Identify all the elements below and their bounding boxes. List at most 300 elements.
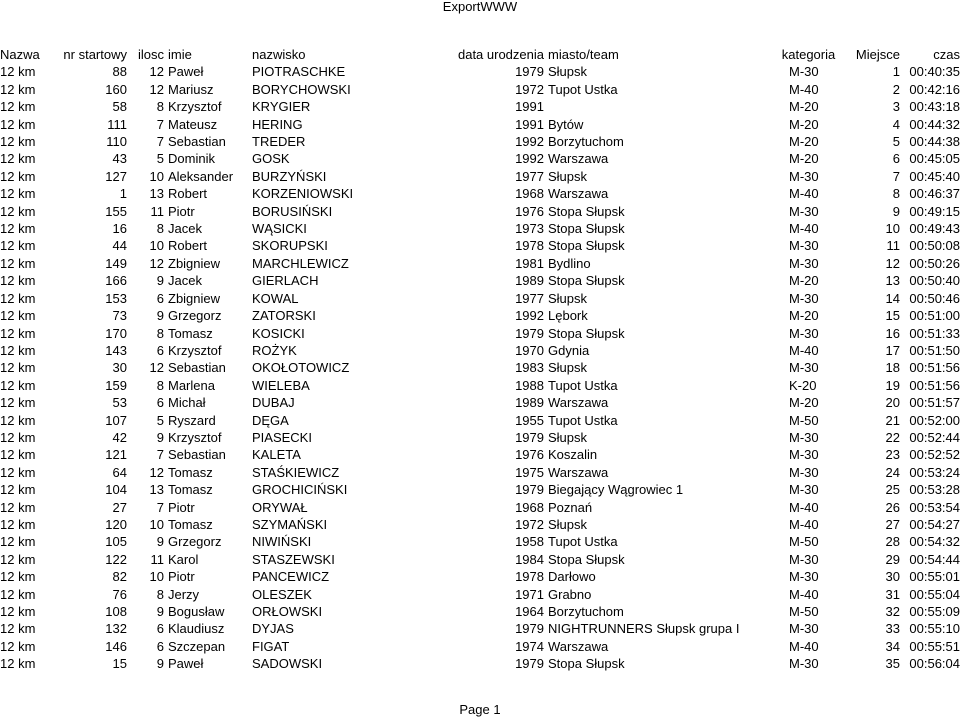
cell-laps: 8 bbox=[156, 221, 164, 237]
cell-first-name: Krzysztof bbox=[168, 429, 222, 445]
cell-city-team: Warszawa bbox=[548, 186, 609, 202]
cell-distance: 12 km bbox=[0, 569, 36, 585]
cell-last-name: PIASECKI bbox=[252, 429, 312, 445]
cell-distance: 12 km bbox=[0, 464, 36, 480]
cell-distance: 12 km bbox=[0, 586, 36, 602]
cell-city-team: Biegający Wągrowiec 1 bbox=[548, 482, 684, 498]
cell-bib: 166 bbox=[105, 273, 127, 289]
cell-last-name: GOSK bbox=[252, 151, 290, 167]
cell-bib: 121 bbox=[105, 447, 127, 463]
cell-laps: 10 bbox=[149, 168, 164, 184]
cell-laps: 9 bbox=[156, 273, 164, 289]
cell-first-name: Grzegorz bbox=[168, 534, 222, 550]
table-row bbox=[0, 133, 960, 150]
cell-birth-date: 1988 bbox=[515, 377, 544, 393]
cell-bib: 27 bbox=[112, 499, 127, 515]
cell-time: 00:42:16 bbox=[909, 81, 960, 97]
cell-last-name: GIERLACH bbox=[252, 273, 319, 289]
cell-laps: 9 bbox=[156, 429, 164, 445]
cell-category: M-30 bbox=[789, 569, 819, 585]
cell-category: M-30 bbox=[789, 482, 819, 498]
cell-bib: 44 bbox=[112, 238, 127, 254]
cell-first-name: Marlena bbox=[168, 377, 215, 393]
cell-laps: 10 bbox=[149, 516, 164, 532]
cell-first-name: Piotr bbox=[168, 569, 195, 585]
cell-time: 00:51:50 bbox=[909, 342, 960, 358]
results-table bbox=[0, 46, 960, 673]
cell-laps: 8 bbox=[156, 377, 164, 393]
table-row bbox=[0, 377, 960, 394]
cell-first-name: Szczepan bbox=[168, 638, 226, 654]
cell-place: 6 bbox=[892, 151, 900, 167]
cell-category: M-30 bbox=[789, 429, 819, 445]
page-number: Page 1 bbox=[459, 702, 501, 717]
cell-place: 1 bbox=[892, 64, 900, 80]
cell-place: 27 bbox=[885, 516, 900, 532]
cell-city-team: Koszalin bbox=[548, 447, 598, 463]
cell-city-team: Tupot Ustka bbox=[548, 412, 618, 428]
cell-laps: 6 bbox=[156, 621, 164, 637]
cell-bib: 159 bbox=[105, 377, 127, 393]
cell-first-name: Robert bbox=[168, 238, 208, 254]
cell-distance: 12 km bbox=[0, 360, 36, 376]
cell-city-team: Słupsk bbox=[548, 516, 588, 532]
cell-category: M-40 bbox=[789, 499, 819, 515]
cell-birth-date: 1958 bbox=[515, 534, 544, 550]
cell-distance: 12 km bbox=[0, 255, 36, 271]
cell-birth-date: 1979 bbox=[515, 325, 544, 341]
cell-first-name: Mateusz bbox=[168, 116, 218, 132]
table-row bbox=[0, 255, 960, 272]
cell-laps: 13 bbox=[149, 482, 164, 498]
cell-distance: 12 km bbox=[0, 290, 36, 306]
header-place: Miejsce bbox=[855, 47, 900, 62]
cell-birth-date: 1964 bbox=[515, 604, 544, 619]
cell-time: 00:53:24 bbox=[909, 464, 960, 480]
cell-last-name: PANCEWICZ bbox=[252, 569, 330, 585]
cell-distance: 12 km bbox=[0, 134, 36, 150]
cell-time: 00:49:15 bbox=[909, 203, 960, 219]
cell-place: 8 bbox=[892, 186, 900, 202]
cell-first-name: Michał bbox=[168, 395, 206, 411]
cell-category: M-20 bbox=[789, 151, 819, 167]
cell-laps: 9 bbox=[156, 656, 164, 672]
cell-laps: 5 bbox=[156, 412, 164, 428]
cell-city-team: Słupsk bbox=[548, 168, 588, 184]
cell-birth-date: 1977 bbox=[515, 168, 544, 184]
cell-first-name: Jacek bbox=[168, 273, 202, 289]
cell-last-name: MARCHLEWICZ bbox=[252, 255, 349, 271]
cell-time: 00:55:51 bbox=[909, 638, 960, 654]
cell-distance: 12 km bbox=[0, 551, 36, 567]
cell-bib: 76 bbox=[112, 586, 127, 602]
results-body bbox=[0, 63, 960, 672]
cell-time: 00:54:32 bbox=[909, 534, 960, 550]
cell-birth-date: 1992 bbox=[515, 151, 544, 167]
cell-place: 20 bbox=[885, 395, 900, 411]
cell-time: 00:51:56 bbox=[909, 377, 960, 393]
table-row bbox=[0, 586, 960, 603]
cell-bib: 15 bbox=[112, 656, 127, 672]
cell-place: 12 bbox=[885, 255, 900, 271]
table-row bbox=[0, 464, 960, 481]
cell-distance: 12 km bbox=[0, 81, 36, 97]
table-row bbox=[0, 185, 960, 202]
cell-first-name: Dominik bbox=[168, 151, 215, 167]
cell-category: M-30 bbox=[789, 290, 819, 306]
cell-distance: 12 km bbox=[0, 64, 36, 80]
cell-category: M-30 bbox=[789, 325, 819, 341]
cell-bib: 107 bbox=[105, 412, 127, 428]
cell-laps: 5 bbox=[156, 151, 164, 167]
cell-last-name: DYJAS bbox=[252, 621, 294, 637]
cell-time: 00:50:40 bbox=[909, 273, 960, 289]
cell-time: 00:55:04 bbox=[909, 586, 960, 602]
cell-distance: 12 km bbox=[0, 203, 36, 219]
cell-bib: 127 bbox=[105, 168, 127, 184]
cell-bib: 1 bbox=[119, 186, 127, 202]
cell-category: M-30 bbox=[789, 464, 819, 480]
cell-laps: 6 bbox=[156, 395, 164, 411]
table-row bbox=[0, 220, 960, 237]
cell-distance: 12 km bbox=[0, 273, 36, 289]
cell-last-name: DĘGA bbox=[252, 412, 289, 428]
cell-bib: 143 bbox=[105, 342, 127, 358]
cell-first-name: Zbigniew bbox=[168, 290, 221, 306]
cell-distance: 12 km bbox=[0, 308, 36, 324]
cell-birth-date: 1979 bbox=[515, 482, 544, 498]
cell-first-name: Jacek bbox=[168, 221, 202, 237]
cell-last-name: KOSICKI bbox=[252, 325, 305, 341]
table-row bbox=[0, 446, 960, 463]
cell-first-name: Zbigniew bbox=[168, 255, 221, 271]
cell-last-name: KRYGIER bbox=[252, 99, 311, 115]
cell-category: M-20 bbox=[789, 116, 819, 132]
cell-bib: 111 bbox=[107, 116, 127, 132]
cell-category: M-40 bbox=[789, 221, 819, 237]
cell-time: 00:52:44 bbox=[909, 429, 960, 445]
cell-birth-date: 1955 bbox=[515, 412, 544, 428]
cell-laps: 12 bbox=[149, 81, 164, 97]
table-row bbox=[0, 499, 960, 516]
cell-bib: 30 bbox=[112, 360, 127, 376]
cell-birth-date: 1979 bbox=[515, 64, 544, 80]
cell-first-name: Jerzy bbox=[168, 586, 200, 602]
table-row bbox=[0, 412, 960, 429]
cell-laps: 11 bbox=[150, 551, 164, 567]
cell-city-team: Tupot Ustka bbox=[548, 81, 618, 97]
table-row bbox=[0, 203, 960, 220]
cell-laps: 12 bbox=[149, 64, 164, 80]
cell-category: M-30 bbox=[789, 360, 819, 376]
table-row bbox=[0, 98, 960, 115]
cell-birth-date: 1981 bbox=[515, 255, 544, 271]
cell-laps: 7 bbox=[156, 499, 164, 515]
table-row bbox=[0, 429, 960, 446]
cell-distance: 12 km bbox=[0, 221, 36, 237]
cell-city-team: Warszawa bbox=[548, 151, 609, 167]
cell-time: 00:52:00 bbox=[909, 412, 960, 428]
cell-category: K-20 bbox=[789, 377, 817, 393]
cell-city-team: Grabno bbox=[548, 586, 592, 602]
cell-birth-date: 1976 bbox=[515, 447, 544, 463]
cell-birth-date: 1977 bbox=[515, 290, 544, 306]
cell-bib: 122 bbox=[105, 551, 127, 567]
cell-place: 34 bbox=[885, 638, 900, 654]
table-row bbox=[0, 237, 960, 254]
cell-laps: 6 bbox=[156, 342, 164, 358]
cell-place: 5 bbox=[892, 134, 900, 150]
header-time: czas bbox=[933, 47, 960, 62]
cell-first-name: Sebastian bbox=[168, 360, 226, 376]
cell-first-name: Aleksander bbox=[168, 168, 234, 184]
cell-distance: 12 km bbox=[0, 99, 36, 115]
cell-place: 17 bbox=[885, 342, 900, 358]
cell-place: 25 bbox=[885, 482, 900, 498]
cell-last-name: FIGAT bbox=[252, 638, 290, 654]
cell-time: 00:51:57 bbox=[909, 395, 960, 411]
cell-bib: 64 bbox=[112, 464, 127, 480]
cell-category: M-30 bbox=[789, 551, 819, 567]
cell-time: 00:50:08 bbox=[909, 238, 960, 254]
cell-birth-date: 1979 bbox=[515, 656, 544, 672]
cell-birth-date: 1991 bbox=[515, 116, 544, 132]
cell-city-team: Borzytuchom bbox=[548, 604, 624, 619]
cell-place: 29 bbox=[885, 551, 900, 567]
cell-first-name: Krzysztof bbox=[168, 342, 222, 358]
header-birth-date: data urodzenia bbox=[457, 47, 544, 62]
document-title: ExportWWW bbox=[442, 0, 518, 14]
cell-place: 14 bbox=[885, 290, 900, 306]
cell-place: 11 bbox=[886, 238, 900, 254]
cell-first-name: Piotr bbox=[168, 203, 195, 219]
table-row bbox=[0, 290, 960, 307]
cell-first-name: Robert bbox=[168, 186, 208, 202]
cell-laps: 6 bbox=[156, 638, 164, 654]
cell-bib: 73 bbox=[112, 308, 127, 324]
cell-laps: 8 bbox=[156, 325, 164, 341]
cell-birth-date: 1972 bbox=[515, 516, 544, 532]
cell-laps: 7 bbox=[156, 447, 164, 463]
cell-bib: 120 bbox=[105, 516, 127, 532]
cell-city-team: NIGHTRUNNERS Słupsk grupa I bbox=[548, 621, 740, 637]
cell-place: 26 bbox=[885, 499, 900, 515]
table-row bbox=[0, 638, 960, 655]
cell-first-name: Tomasz bbox=[168, 482, 213, 498]
table-row bbox=[0, 168, 960, 185]
cell-laps: 13 bbox=[149, 186, 164, 202]
cell-laps: 12 bbox=[149, 464, 164, 480]
table-row bbox=[0, 150, 960, 167]
cell-city-team: Tupot Ustka bbox=[548, 377, 618, 393]
cell-distance: 12 km bbox=[0, 116, 36, 132]
cell-laps: 7 bbox=[156, 134, 164, 150]
cell-city-team: Słupsk bbox=[548, 64, 588, 80]
cell-last-name: GROCHICIŃSKI bbox=[252, 482, 348, 498]
cell-last-name: WĄSICKI bbox=[252, 221, 307, 237]
cell-first-name: Piotr bbox=[168, 499, 195, 515]
cell-category: M-40 bbox=[789, 516, 819, 532]
cell-first-name: Karol bbox=[168, 551, 199, 567]
header-distance: Nazwa bbox=[0, 47, 40, 62]
cell-place: 15 bbox=[885, 308, 900, 324]
cell-distance: 12 km bbox=[0, 482, 36, 498]
cell-category: M-20 bbox=[789, 273, 819, 289]
cell-bib: 88 bbox=[112, 64, 127, 80]
cell-city-team: Warszawa bbox=[548, 638, 609, 654]
cell-birth-date: 1971 bbox=[515, 586, 544, 602]
cell-first-name: Sebastian bbox=[168, 134, 226, 150]
cell-last-name: WIELEBA bbox=[252, 377, 310, 393]
cell-city-team: Warszawa bbox=[548, 464, 609, 480]
cell-place: 35 bbox=[885, 656, 900, 672]
cell-birth-date: 1992 bbox=[515, 134, 544, 150]
cell-laps: 9 bbox=[156, 604, 164, 619]
cell-category: M-20 bbox=[789, 395, 819, 411]
cell-last-name: PIOTRASCHKE bbox=[252, 64, 346, 80]
cell-place: 30 bbox=[885, 569, 900, 585]
cell-distance: 12 km bbox=[0, 168, 36, 184]
cell-birth-date: 1976 bbox=[515, 203, 544, 219]
table-row bbox=[0, 620, 960, 637]
cell-city-team: Poznań bbox=[548, 499, 593, 515]
cell-category: M-20 bbox=[789, 308, 819, 324]
cell-distance: 12 km bbox=[0, 516, 36, 532]
cell-place: 23 bbox=[885, 447, 900, 463]
cell-time: 00:50:46 bbox=[909, 290, 960, 306]
cell-place: 19 bbox=[885, 377, 900, 393]
cell-bib: 42 bbox=[112, 429, 127, 445]
cell-city-team: Słupsk bbox=[548, 290, 588, 306]
cell-distance: 12 km bbox=[0, 638, 36, 654]
cell-place: 21 bbox=[885, 412, 900, 428]
cell-bib: 105 bbox=[105, 534, 127, 550]
cell-laps: 12 bbox=[149, 255, 164, 271]
cell-birth-date: 1978 bbox=[515, 569, 544, 585]
cell-birth-date: 1968 bbox=[515, 499, 544, 515]
cell-last-name: SKORUPSKI bbox=[252, 238, 328, 254]
cell-laps: 9 bbox=[156, 308, 164, 324]
cell-first-name: Tomasz bbox=[168, 325, 213, 341]
table-row bbox=[0, 325, 960, 342]
cell-time: 00:55:09 bbox=[909, 604, 960, 619]
cell-category: M-40 bbox=[789, 186, 819, 202]
cell-category: M-40 bbox=[789, 638, 819, 654]
cell-last-name: HERING bbox=[252, 116, 303, 132]
cell-first-name: Krzysztof bbox=[168, 99, 222, 115]
cell-last-name: BORYCHOWSKI bbox=[252, 81, 351, 97]
cell-bib: 170 bbox=[105, 325, 127, 341]
cell-city-team: Stopa Słupsk bbox=[548, 325, 625, 341]
cell-place: 28 bbox=[885, 534, 900, 550]
cell-bib: 104 bbox=[105, 482, 127, 498]
cell-last-name: OKOŁOTOWICZ bbox=[252, 360, 350, 376]
table-row bbox=[0, 568, 960, 585]
cell-place: 22 bbox=[885, 429, 900, 445]
cell-distance: 12 km bbox=[0, 429, 36, 445]
cell-birth-date: 1991 bbox=[515, 99, 544, 115]
cell-time: 00:53:54 bbox=[909, 499, 960, 515]
cell-laps: 6 bbox=[156, 290, 164, 306]
table-row bbox=[0, 272, 960, 289]
cell-last-name: TREDER bbox=[252, 134, 306, 150]
cell-place: 18 bbox=[885, 360, 900, 376]
cell-laps: 8 bbox=[156, 99, 164, 115]
cell-birth-date: 1975 bbox=[515, 464, 544, 480]
cell-time: 00:45:40 bbox=[909, 168, 960, 184]
table-row bbox=[0, 655, 960, 672]
cell-category: M-30 bbox=[789, 447, 819, 463]
header-first-name: imie bbox=[168, 47, 192, 62]
cell-category: M-30 bbox=[789, 64, 819, 80]
cell-time: 00:43:18 bbox=[909, 99, 960, 115]
cell-laps: 9 bbox=[156, 534, 164, 550]
cell-time: 00:50:26 bbox=[909, 255, 960, 271]
cell-city-team: Lębork bbox=[548, 308, 588, 324]
cell-city-team: Stopa Słupsk bbox=[548, 273, 625, 289]
cell-category: M-30 bbox=[789, 168, 819, 184]
table-row bbox=[0, 516, 960, 533]
cell-distance: 12 km bbox=[0, 238, 36, 254]
cell-distance: 12 km bbox=[0, 342, 36, 358]
cell-category: M-30 bbox=[789, 203, 819, 219]
cell-category: M-50 bbox=[789, 604, 819, 619]
cell-bib: 160 bbox=[105, 81, 127, 97]
cell-bib: 53 bbox=[112, 395, 127, 411]
cell-first-name: Tomasz bbox=[168, 464, 213, 480]
cell-distance: 12 km bbox=[0, 395, 36, 411]
cell-bib: 132 bbox=[105, 621, 127, 637]
cell-distance: 12 km bbox=[0, 325, 36, 341]
cell-birth-date: 1983 bbox=[515, 360, 544, 376]
cell-laps: 7 bbox=[156, 116, 164, 132]
table-row bbox=[0, 533, 960, 550]
cell-bib: 146 bbox=[105, 638, 127, 654]
cell-time: 00:53:28 bbox=[909, 482, 960, 498]
cell-category: M-50 bbox=[789, 412, 819, 428]
cell-last-name: KALETA bbox=[252, 447, 301, 463]
cell-first-name: Paweł bbox=[168, 656, 204, 672]
cell-last-name: ZATORSKI bbox=[252, 308, 316, 324]
cell-birth-date: 1970 bbox=[515, 342, 544, 358]
cell-bib: 16 bbox=[112, 221, 127, 237]
header-row bbox=[0, 46, 960, 63]
cell-distance: 12 km bbox=[0, 534, 36, 550]
table-row bbox=[0, 603, 960, 620]
cell-first-name: Mariusz bbox=[168, 81, 214, 97]
cell-place: 4 bbox=[892, 116, 900, 132]
cell-place: 9 bbox=[892, 203, 900, 219]
table-row bbox=[0, 481, 960, 498]
cell-last-name: NIWIŃSKI bbox=[252, 534, 312, 550]
cell-distance: 12 km bbox=[0, 656, 36, 672]
cell-distance: 12 km bbox=[0, 621, 36, 637]
cell-city-team: Bytów bbox=[548, 116, 584, 132]
cell-birth-date: 1979 bbox=[515, 429, 544, 445]
cell-time: 00:46:37 bbox=[909, 186, 960, 202]
cell-time: 00:51:33 bbox=[909, 325, 960, 341]
cell-last-name: KOWAL bbox=[252, 290, 299, 306]
cell-last-name: ORYWAŁ bbox=[252, 499, 308, 515]
cell-last-name: ROŻYK bbox=[252, 342, 297, 358]
cell-place: 24 bbox=[885, 464, 900, 480]
cell-first-name: Sebastian bbox=[168, 447, 226, 463]
cell-last-name: BORUSIŃSKI bbox=[252, 203, 333, 219]
cell-time: 00:49:43 bbox=[909, 221, 960, 237]
cell-first-name: Bogusław bbox=[168, 604, 225, 619]
cell-city-team: Stopa Słupsk bbox=[548, 551, 625, 567]
header-last-name: nazwisko bbox=[252, 47, 306, 62]
